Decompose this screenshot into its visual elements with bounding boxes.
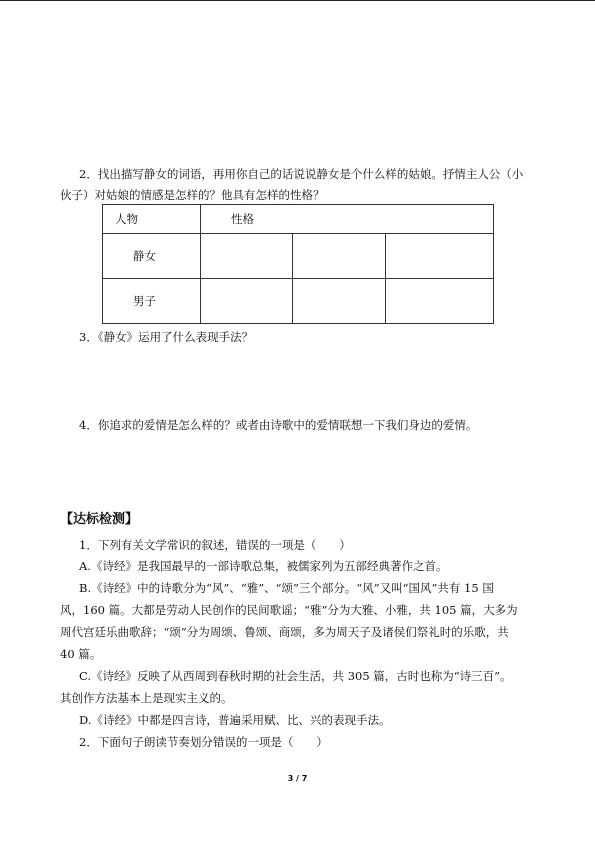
answer-cell bbox=[201, 234, 293, 279]
question-3: 3．《静女》运用了什么表现手法？ bbox=[79, 330, 254, 344]
option-b-line-4: 40 篇。 bbox=[60, 647, 102, 661]
option-b-line-1: B.《诗经》中的诗歌分为“风”、“雅”、“颂”三个部分。“风”又叫“国风”共有 15 国 bbox=[79, 581, 494, 595]
question-2-line-2: 伙子）对姑娘的情感是怎样的？他具有怎样的性格？ bbox=[60, 188, 325, 202]
option-b-line-2: 风，160 篇。大都是劳动人民创作的民间歌谣；“雅”分为大雅、小雅，共 105 篇，大多为 bbox=[60, 603, 518, 617]
row-label-nanzi: 男子 bbox=[103, 279, 201, 324]
answer-cell bbox=[201, 279, 293, 324]
answer-cell bbox=[293, 279, 386, 324]
answer-cell bbox=[386, 279, 494, 324]
exercise-question-1: 1．下列有关文学常识的叙述，错误的一项是（ ） bbox=[79, 538, 351, 552]
table-row bbox=[103, 279, 494, 324]
option-d: D.《诗经》中都是四言诗，普遍采用赋、比、兴的表现手法。 bbox=[79, 713, 391, 727]
page-number: 3 / 7 bbox=[287, 774, 308, 783]
question-4: 4．你追求的爱情是怎么样的？或者由诗歌中的爱情联想一下我们身边的爱情。 bbox=[79, 418, 478, 432]
header-person-cell: 人物 bbox=[103, 205, 201, 234]
page-top-border bbox=[0, 0, 595, 1]
answer-cell bbox=[386, 234, 494, 279]
table-header-row bbox=[103, 205, 494, 234]
row-label-jingnv: 静女 bbox=[103, 234, 201, 279]
header-trait-cell: 性格 bbox=[201, 205, 494, 234]
character-table bbox=[102, 204, 494, 324]
option-a: A.《诗经》是我国最早的一部诗歌总集，被儒家列为五部经典著作之首。 bbox=[79, 559, 448, 573]
option-c-line-2: 其创作方法基本上是现实主义的。 bbox=[60, 691, 233, 705]
answer-cell bbox=[293, 234, 386, 279]
section-heading: 【达标检测】 bbox=[60, 512, 139, 527]
question-2-line-1: 2．找出描写静女的词语，再用你自己的话说说静女是个什么样的姑娘。抒情主人公（小 bbox=[79, 167, 524, 181]
option-c-line-1: C.《诗经》反映了从西周到春秋时期的社会生活，共 305 篇，古时也称为“诗三百”。 bbox=[79, 669, 512, 683]
option-b-line-3: 周代宫廷乐曲歌辞；“颂”分为周颂、鲁颂、商颂，多为周天子及诸侯们祭礼时的乐歌，共 bbox=[60, 625, 509, 639]
table-row bbox=[103, 234, 494, 279]
exercise-question-2: 2．下面句子朗读节奏划分错误的一项是（ ） bbox=[79, 735, 328, 749]
